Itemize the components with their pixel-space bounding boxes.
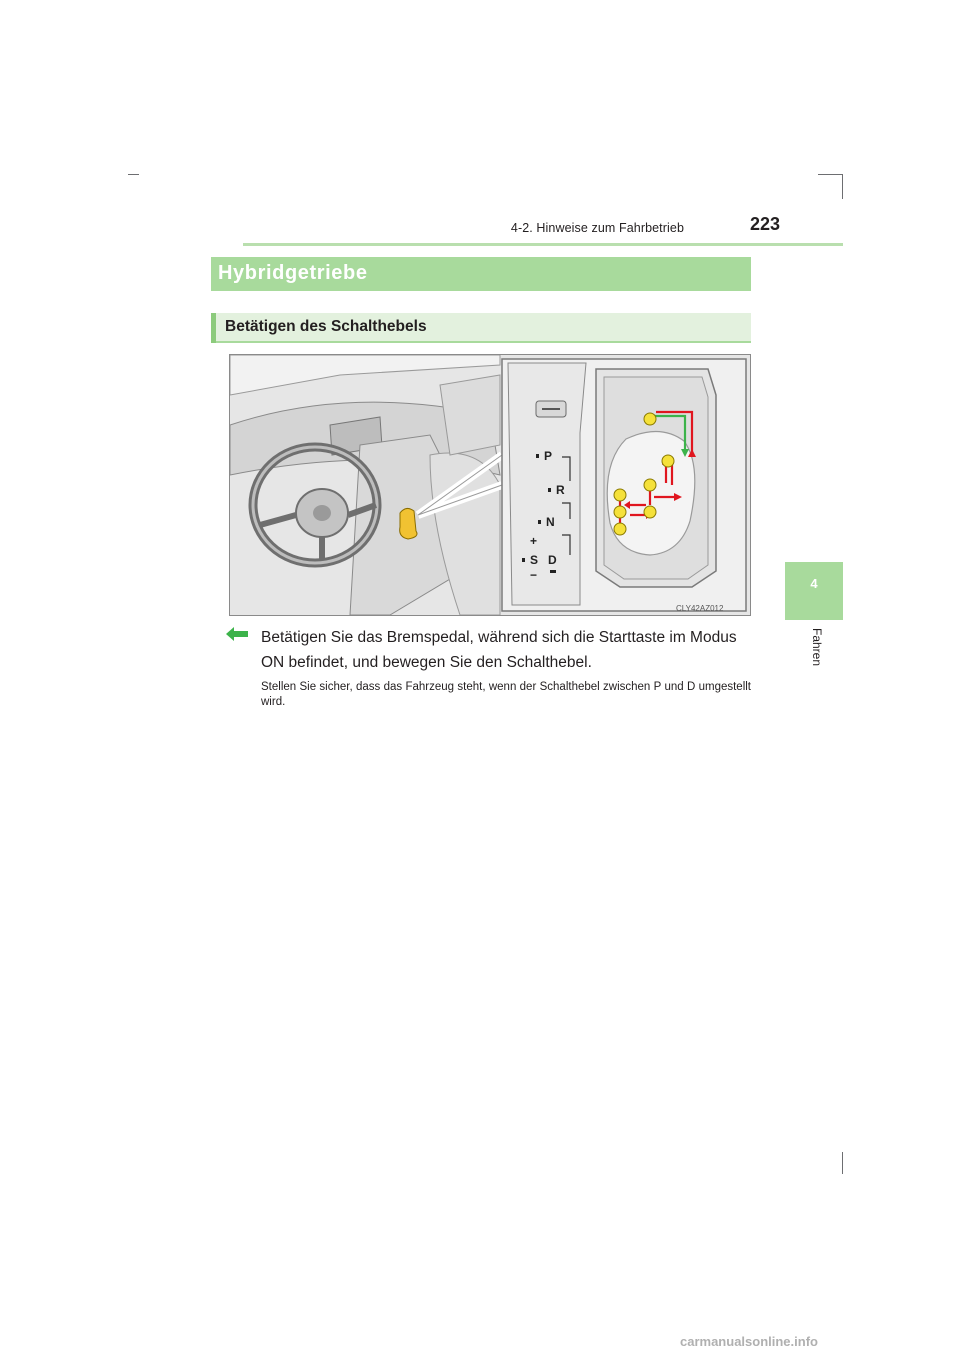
subsection-title: Betätigen des Schalthebels	[225, 318, 427, 335]
gate-label-d: D	[548, 553, 557, 567]
note-text: Stellen Sie sicher, dass das Fahrzeug steht, wenn der Schalthebel zwischen P und D umgestellt wird.	[261, 681, 751, 708]
door-panel	[440, 375, 500, 455]
instruction-text: Betätigen Sie das Bremspedal, während sich die Starttaste im Modus ON befindet, und bewegen Sie den Schalthebel.	[261, 629, 737, 671]
crop-mark	[842, 1152, 843, 1174]
gate-label-p: P	[544, 449, 553, 463]
subsection-accent	[211, 313, 216, 343]
section-title: Hybridgetriebe	[218, 262, 368, 284]
gate-label-r: R	[556, 483, 565, 497]
page-number: 223	[749, 214, 780, 234]
section-label: 4-2. Hinweise zum Fahrbetrieb	[510, 221, 684, 235]
gate-panel	[508, 363, 586, 605]
chapter-label: Fahren	[810, 628, 824, 667]
arrow-left-icon	[226, 627, 248, 641]
figure-code: CLY42AZ012	[676, 604, 724, 613]
crop-mark	[128, 174, 139, 175]
figure-illustration	[230, 355, 750, 615]
gate-label-s: S	[530, 553, 539, 567]
gate-label-minus: −	[530, 568, 538, 582]
watermark: carmanualsonline.info	[680, 1334, 818, 1349]
shift-lever-figure	[229, 354, 751, 616]
chapter-tab	[785, 562, 843, 620]
crop-mark	[818, 174, 843, 175]
gate-label-plus: +	[530, 534, 538, 548]
chapter-number: 4	[810, 576, 818, 591]
gate-label-n: N	[546, 515, 555, 529]
header-rule	[243, 243, 843, 246]
shift-lever-highlight	[400, 508, 417, 539]
crop-mark	[842, 174, 843, 199]
